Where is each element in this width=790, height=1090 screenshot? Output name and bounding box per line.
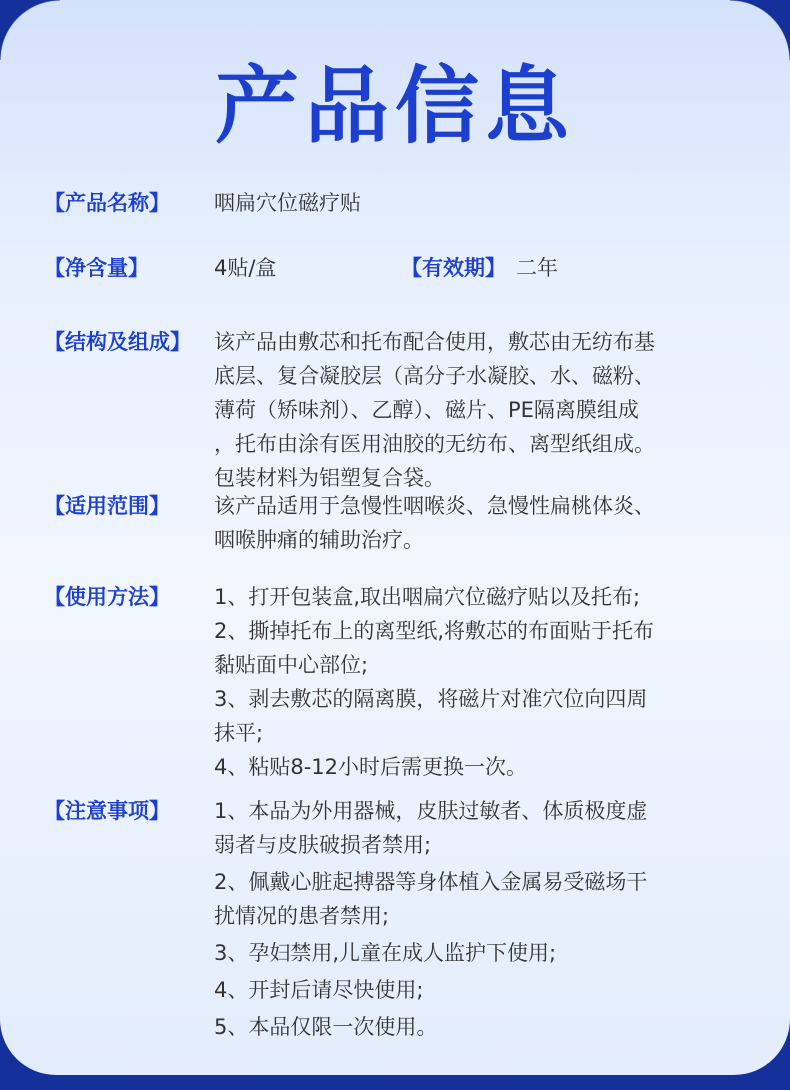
notes-line: 4、开封后请尽快使用; bbox=[214, 978, 424, 1002]
net-content-value: 4贴/盒 bbox=[214, 256, 277, 280]
scope-label: 【适用范围】 bbox=[44, 494, 170, 518]
product-name-value: 咽扁穴位磁疗贴 bbox=[214, 191, 361, 215]
structure-line: 该产品由敷芯和托布配合使用，敷芯由无纺布基 bbox=[214, 330, 655, 354]
structure-line: 包装材料为铝塑复合袋。 bbox=[214, 466, 445, 490]
scope-value bbox=[214, 489, 744, 557]
notes-label: 【注意事项】 bbox=[44, 799, 170, 823]
structure-line: ，托布由涂有医用油胶的无纺布、离型纸组成。 bbox=[214, 432, 655, 456]
structure-line: 底层、复合凝胶层（高分子水凝胶、水、磁粉、 bbox=[214, 364, 655, 388]
structure-line: 薄荷（矫味剂）、乙醇）、磁片、PE隔离膜组成 bbox=[214, 398, 639, 422]
validity-label: 【有效期】 bbox=[401, 256, 506, 280]
net-content-label: 【净含量】 bbox=[44, 256, 149, 280]
notes-line: 2、佩戴心脏起搏器等身体植入金属易受磁场干 bbox=[214, 870, 648, 894]
notes-line: 弱者与皮肤破损者禁用; bbox=[214, 833, 432, 857]
notes-value bbox=[214, 794, 744, 1047]
validity-value: 二年 bbox=[516, 256, 558, 280]
usage-label: 【使用方法】 bbox=[44, 585, 170, 609]
usage-line: 黏贴面中心部位; bbox=[214, 653, 369, 677]
usage-line: 1、打开包装盒,取出咽扁穴位磁疗贴以及托布; bbox=[214, 585, 641, 609]
usage-line: 抹平; bbox=[214, 721, 264, 745]
notes-line: 5、本品仅限一次使用。 bbox=[214, 1015, 438, 1039]
product-name-label: 【产品名称】 bbox=[44, 191, 170, 215]
structure-label: 【结构及组成】 bbox=[44, 330, 191, 354]
structure-value bbox=[214, 325, 744, 495]
notes-line: 扰情况的患者禁用; bbox=[214, 904, 390, 928]
scope-line: 该产品适用于急慢性咽喉炎、急慢性扁桃体炎、 bbox=[214, 494, 655, 518]
notes-line: 3、孕妇禁用,儿童在成人监护下使用; bbox=[214, 941, 557, 965]
usage-line: 3、剥去敷芯的隔离膜，将磁片对准穴位向四周 bbox=[214, 687, 648, 711]
scope-line: 咽喉肿痛的辅助治疗。 bbox=[214, 528, 424, 552]
usage-value bbox=[214, 580, 744, 784]
page-title: 产品信息 bbox=[214, 57, 575, 155]
usage-line: 2、撕掉托布上的离型纸,将敷芯的布面贴于托布 bbox=[214, 619, 655, 643]
usage-line: 4、粘贴8-12小时后需更换一次。 bbox=[214, 755, 528, 779]
notes-line: 1、本品为外用器械，皮肤过敏者、体质极度虚 bbox=[214, 799, 648, 823]
